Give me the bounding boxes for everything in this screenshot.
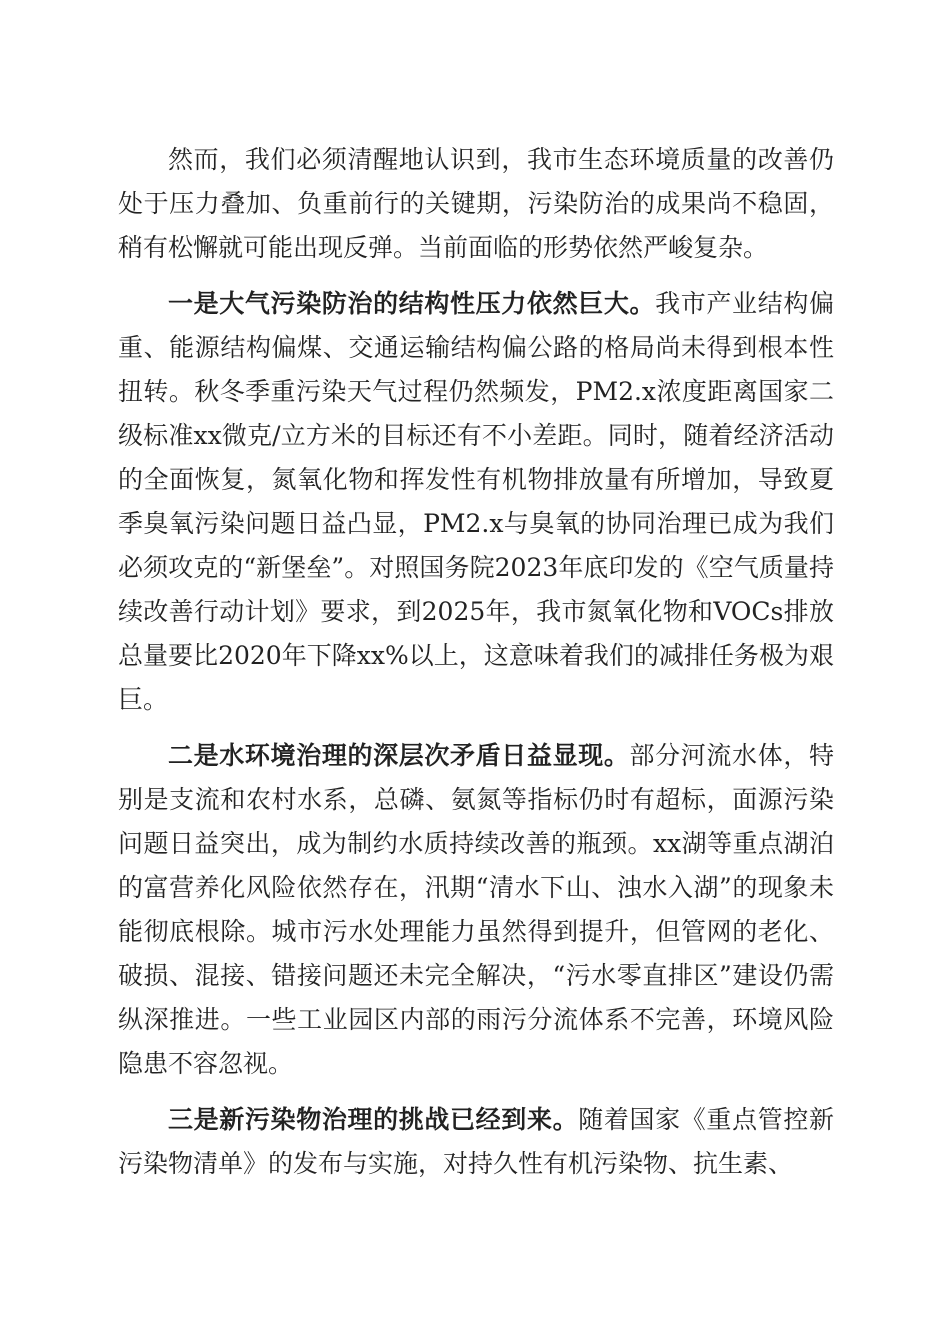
paragraph-lead: 一是大气污染防治的结构性压力依然巨大。	[168, 289, 656, 318]
paragraph-situation-overview	[118, 138, 834, 270]
paragraph-water-environment	[118, 734, 834, 1086]
paragraph-text: 随着国家《重点管控新污染物清单》的发布与实施，对持久性有机污染物、抗生素、	[118, 1105, 834, 1178]
document-body	[118, 138, 834, 1186]
paragraph-text: 然而，我们必须清醒地认识到，我市生态环境质量的改善仍处于压力叠加、负重前行的关键期，污染防治的成果尚不稳固，稍有松懈就可能出现反弹。当前面临的形势依然严峻复杂。	[118, 145, 834, 262]
paragraph-lead: 三是新污染物治理的挑战已经到来。	[168, 1105, 579, 1134]
paragraph-text: 部分河流水体，特别是支流和农村水系，总磷、氨氮等指标仍时有超标，面源污染问题日益突出，成为制约水质持续改善的瓶颈。xx湖等重点湖泊的富营养化风险依然存在，汛期“清水下山、浊水入湖”的现象未能彻底根除。城市污水处理能力虽然得到提升，但管网的老化、破损、混接、错接问题还未完全解决，“污水零直排区”建设仍需纵深推进。一些工业园区内部的雨污分流体系不完善，环境风险隐患不容忽视。	[118, 741, 834, 1078]
paragraph-lead: 二是水环境治理的深层次矛盾日益显现。	[168, 741, 630, 770]
paragraph-text: 我市产业结构偏重、能源结构偏煤、交通运输结构偏公路的格局尚未得到根本性扭转。秋冬季重污染天气过程仍然频发，PM2.x浓度距离国家二级标准xx微克/立方米的目标还有不小差距。同时，随着经济活动的全面恢复，氮氧化物和挥发性有机物排放量有所增加，导致夏季臭氧污染问题日益凸显，PM2.x与臭氧的协同治理已成为我们必须攻克的“新堡垒”。对照国务院2023年底印发的《空气质量持续改善行动计划》要求，到2025年，我市氮氧化物和VOCs排放总量要比2020年下降xx%以上，这意味着我们的减排任务极为艰巨。	[118, 289, 834, 714]
paragraph-air-pollution	[118, 282, 834, 722]
paragraph-new-pollutants	[118, 1098, 834, 1186]
